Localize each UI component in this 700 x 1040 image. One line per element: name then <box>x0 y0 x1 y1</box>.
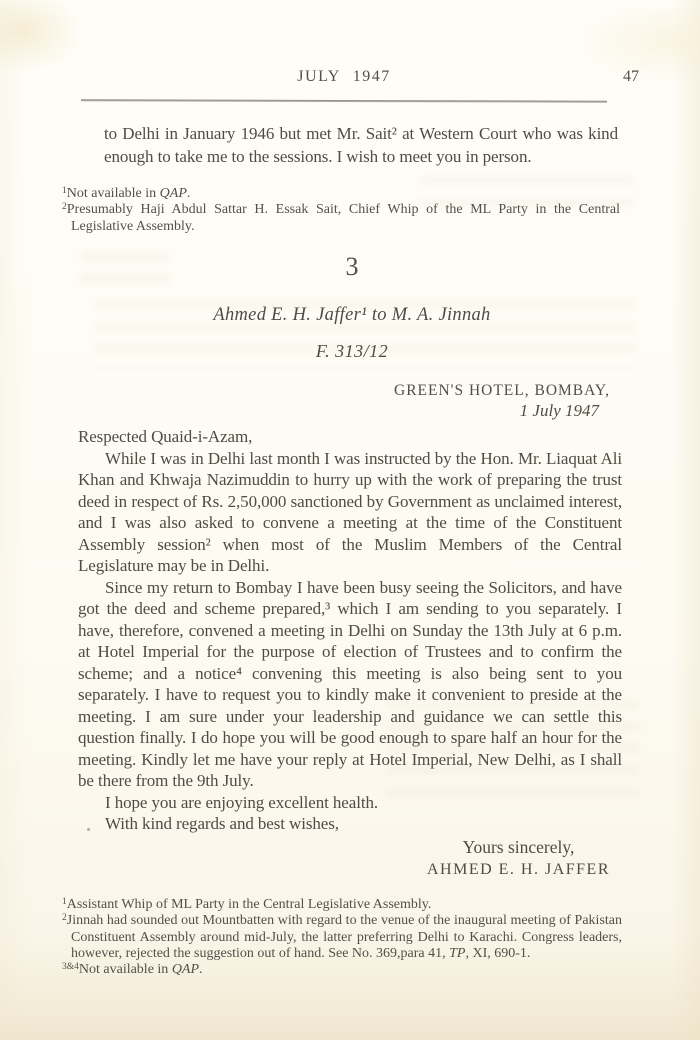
letter-paragraph: I hope you are enjoying excellent health. <box>105 792 378 812</box>
document-file-reference: F. 313/12 <box>315 341 389 361</box>
footnote <box>62 186 620 202</box>
document-number: 3 <box>345 252 359 281</box>
footnote-text: , XI, 690-1. <box>465 945 531 961</box>
footnote <box>62 913 622 962</box>
footnote-text: . <box>199 962 203 978</box>
previous-letter-continuation: to Delhi in January 1946 but met Mr. Sait² at Western Court who was kind enough to take me to the sessions. I wish to meet you in person. <box>104 124 618 166</box>
footnote-marker: 3&4 <box>62 962 79 973</box>
footnote-marker: 2 <box>62 913 67 924</box>
letter-valediction: Yours sincerely, <box>462 837 575 857</box>
letter-paragraph: While I was in Delhi last month I was instructed by the Hon. Mr. Liaquat Ali Khan and Khwaja Nazimuddin to hurry up with the work of preparing the trust deed in respect of Rs. 2,50,000 sanctioned by Government as unclaimed interest, and I was also asked to convene a meeting at the time of the Constituent Assembly session² when most of the Muslim Members of the Central Legislature may be in Delhi. <box>78 448 622 575</box>
letter-place: GREEN'S HOTEL, BOMBAY, <box>394 382 610 399</box>
letter-paragraph: With kind regards and best wishes, <box>105 814 339 833</box>
footnote-text: Presumably Haji Abdul Sattar H. Essak Sait, Chief Whip of the ML Party in the Central Legislative Assembly. <box>66 202 620 234</box>
footnote-text: . <box>186 186 191 201</box>
letter-body <box>78 426 622 835</box>
footnote-marker: 2 <box>62 202 67 213</box>
footnote-marker: 1 <box>62 897 67 907</box>
footnote-text: Assistant Whip of ML Party in the Central Legislative Assembly. <box>66 897 432 912</box>
header-rule <box>81 99 607 102</box>
page-number: 47 <box>623 68 639 85</box>
footnote-text: QAP <box>159 186 187 201</box>
footnote <box>62 962 622 978</box>
footnote-text: Not available in <box>78 962 172 978</box>
footnote-marker: 1 <box>62 186 67 196</box>
footnote-text: TP <box>449 945 466 961</box>
footnotes-bottom <box>62 897 622 978</box>
document-parties: Ahmed E. H. Jaffer¹ to M. A. Jinnah <box>213 305 491 325</box>
print-artifact-dot <box>87 828 90 831</box>
letter-place-date <box>394 382 610 421</box>
letter-signoff <box>427 836 610 881</box>
letter-date: 1 July 1947 <box>519 401 599 420</box>
footnote-text: Jinnah had sounded out Mountbatten with regard to the venue of the inaugural meeting of Pakistan Constituent Assembly around mid-July, the latter preferring Delhi to Karachi. Congress leaders, however, rejected the suggestion out of hand. See No. 369,para 41, <box>66 913 622 961</box>
letter-salutation: Respected Quaid-i-Azam, <box>78 427 253 446</box>
footnotes-top <box>62 186 620 235</box>
running-header-title: JULY 1947 <box>297 68 391 85</box>
letter-paragraphs <box>78 448 622 835</box>
letter-paragraph: Since my return to Bombay I have been busy seeing the Solicitors, and have got the deed and scheme prepared,³ which I am sending to you separately. I have, therefore, convened a meeting in Delhi on Sunday the 13th July at 6 p.m. at Hotel Imperial for the purpose of election of Trustees and to confirm the scheme; and a notice⁴ convening this meeting is also being sent to you separately. I have to request you to kindly make it convenient to preside at the meeting. I am sure under your leadership and guidance we can settle this question finally. I do hope you will be good enough to spare half an hour for the meeting. Kindly let me have your reply at Hotel Imperial, New Delhi, as I shall be there from the 9th July. <box>78 577 622 790</box>
footnote-text: QAP <box>171 962 200 978</box>
letter-signature: AHMED E. H. JAFFER <box>426 861 610 878</box>
footnote <box>62 897 622 913</box>
footnote <box>62 202 620 235</box>
footnote-text: Not available in <box>66 186 160 201</box>
